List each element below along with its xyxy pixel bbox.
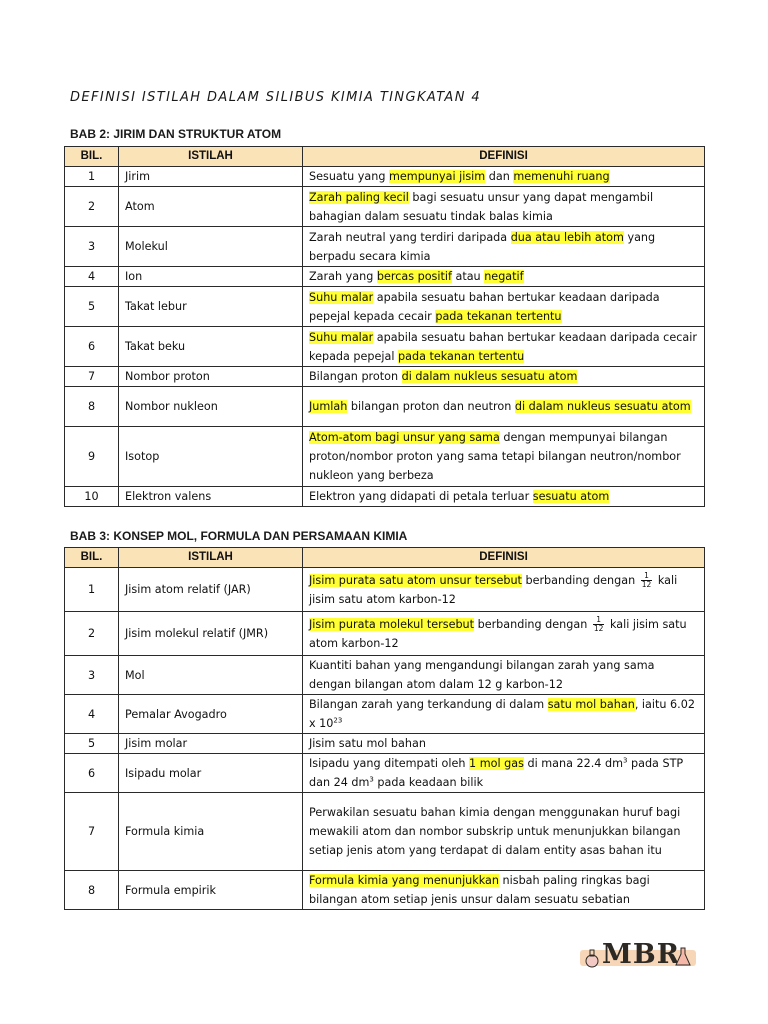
row-number: 10	[65, 487, 119, 507]
table-row	[65, 568, 705, 612]
row-number: 6	[65, 327, 119, 367]
definition-text: Zarah neutral yang terdiri daripada	[309, 230, 511, 244]
definition-cell	[303, 754, 705, 793]
superscript: 3	[622, 756, 628, 765]
erlenmeyer-flask-icon	[674, 946, 692, 968]
logo-text: MBR	[602, 939, 681, 970]
term-cell: Formula kimia	[119, 793, 303, 871]
highlighted-text: Suhu malar	[309, 330, 374, 344]
highlighted-text: negatif	[484, 270, 524, 283]
row-number: 2	[65, 187, 119, 227]
header-istilah: ISTILAH	[119, 548, 303, 568]
definitions-table-bab-2	[64, 146, 705, 507]
term-cell: Elektron valens	[119, 487, 303, 507]
superscript: 23	[333, 716, 343, 725]
term-cell: Takat lebur	[119, 287, 303, 327]
term-cell: Takat beku	[119, 327, 303, 367]
definition-text: dengan mempunyai bilangan proton/nombor proton yang sama tetapi bilangan neutron/nombor nukleon yang berbeza	[309, 431, 681, 482]
definition-cell	[303, 793, 705, 871]
table-row	[65, 287, 705, 327]
definition-cell	[303, 387, 705, 427]
fraction-denominator: 12	[593, 624, 604, 633]
term-cell: Isotop	[119, 427, 303, 487]
table-row	[65, 327, 705, 367]
table-row	[65, 734, 705, 754]
table-row	[65, 367, 705, 387]
definition-cell	[303, 427, 705, 487]
row-number: 1	[65, 568, 119, 612]
highlighted-text: sesuatu atom	[532, 490, 610, 503]
highlighted-text: bercas positif	[376, 270, 452, 283]
term-cell: Atom	[119, 187, 303, 227]
table-row	[65, 612, 705, 656]
term-cell: Molekul	[119, 227, 303, 267]
header-definisi: DEFINISI	[303, 548, 705, 568]
definition-text: Elektron yang didapati di petala terluar	[309, 490, 533, 503]
definitions-table-bab-3	[64, 547, 705, 910]
definition-cell	[303, 734, 705, 754]
table-header-row	[65, 548, 705, 568]
table-row	[65, 754, 705, 793]
definition-text: yang berpadu secara kimia	[309, 230, 656, 263]
definition-cell	[303, 267, 705, 287]
highlighted-text: di dalam nukleus sesuatu atom	[514, 400, 691, 413]
table-row	[65, 267, 705, 287]
table-row	[65, 427, 705, 487]
table-row	[65, 387, 705, 427]
table-row	[65, 793, 705, 871]
definition-text: Isipadu yang ditempati oleh	[309, 757, 470, 770]
definition-text: Perwakilan sesuatu bahan kimia dengan menggunakan huruf bagi mewakili atom dan nombor subskrip untuk menunjukkan bilangan setiap jenis atom yang terdapat di dalam entity asas bahan itu	[309, 806, 681, 857]
term-cell: Pemalar Avogadro	[119, 695, 303, 734]
row-number: 1	[65, 167, 119, 187]
highlighted-text: satu mol bahan	[547, 698, 635, 711]
definition-cell	[303, 187, 705, 227]
definition-cell	[303, 327, 705, 367]
definition-text: pada keadaan bilik	[373, 776, 484, 789]
term-cell: Jisim atom relatif (JAR)	[119, 568, 303, 612]
definition-text: bilangan proton dan neutron	[347, 400, 515, 413]
term-cell: Formula empirik	[119, 871, 303, 910]
definition-text: di mana 22.4 dm	[523, 757, 623, 770]
fraction-denominator: 12	[641, 580, 652, 589]
term-cell: Mol	[119, 656, 303, 695]
definition-text: dan	[485, 170, 514, 183]
row-number: 8	[65, 387, 119, 427]
mbr-logo	[578, 938, 698, 978]
definition-text: kali jisim satu atom karbon-12	[309, 617, 687, 650]
row-number: 7	[65, 367, 119, 387]
definition-cell	[303, 367, 705, 387]
highlighted-text: Atom-atom bagi unsur yang sama	[309, 431, 500, 444]
definition-text: apabila sesuatu bahan bertukar keadaan daripada pepejal kepada cecair	[309, 290, 660, 323]
definition-text: Kuantiti bahan yang mengandungi bilangan zarah yang sama dengan bilangan atom dalam 12 g karbon-12	[309, 659, 655, 691]
superscript: 3	[369, 775, 374, 784]
definition-text: Bilangan zarah yang terkandung di dalam	[309, 698, 548, 711]
definition-text: berbanding dengan	[521, 573, 639, 587]
definition-text: kali jisim satu atom karbon-12	[309, 573, 678, 606]
highlighted-text: Formula kimia yang menunjukkan	[309, 874, 499, 887]
highlighted-text: 1 mol gas	[469, 757, 524, 770]
header-bil: BIL.	[65, 147, 119, 167]
fraction-numerator: 1	[593, 616, 605, 625]
row-number: 2	[65, 612, 119, 656]
row-number: 9	[65, 427, 119, 487]
table-row	[65, 167, 705, 187]
document-title: DEFINISI ISTILAH DALAM SILIBUS KIMIA TINGKATAN 4	[70, 90, 482, 105]
definition-cell	[303, 695, 705, 734]
table-row	[65, 695, 705, 734]
header-istilah: ISTILAH	[119, 147, 303, 167]
definition-cell	[303, 612, 705, 656]
row-number: 5	[65, 287, 119, 327]
definition-text: , iaitu 6.02 x 10	[309, 698, 695, 730]
row-number: 3	[65, 656, 119, 695]
table-row	[65, 656, 705, 695]
row-number: 7	[65, 793, 119, 871]
highlighted-text: dua atau lebih atom	[510, 230, 624, 244]
definition-cell	[303, 568, 705, 612]
definition-text: Sesuatu yang	[309, 170, 390, 183]
definition-text: Zarah yang	[309, 270, 377, 283]
term-cell: Jisim molar	[119, 734, 303, 754]
highlighted-text: Jisim purata satu atom unsur tersebut	[309, 573, 522, 587]
term-cell: Nombor nukleon	[119, 387, 303, 427]
definition-text: nisbah paling ringkas bagi bilangan atom setiap jenis unsur dalam sesuatu sebatian	[309, 874, 650, 906]
header-definisi: DEFINISI	[303, 147, 705, 167]
row-number: 4	[65, 695, 119, 734]
flask-icon	[584, 948, 600, 968]
table-row	[65, 187, 705, 227]
highlighted-text: Zarah paling kecil	[309, 190, 409, 204]
highlighted-text: mempunyai jisim	[389, 170, 486, 183]
definition-text: apabila sesuatu bahan bertukar keadaan daripada cecair kepada pepejal	[309, 330, 697, 363]
table-row	[65, 227, 705, 267]
definition-text: berbanding dengan	[474, 617, 591, 631]
row-number: 5	[65, 734, 119, 754]
definition-cell	[303, 287, 705, 327]
highlighted-text: Suhu malar	[309, 290, 374, 304]
row-number: 4	[65, 267, 119, 287]
definition-cell	[303, 656, 705, 695]
term-cell: Ion	[119, 267, 303, 287]
term-cell: Jirim	[119, 167, 303, 187]
definition-text: bagi sesuatu unsur yang dapat mengambil bahagian dalam sesuatu tindak balas kimia	[309, 190, 654, 223]
highlighted-text: Jumlah	[309, 400, 348, 413]
row-number: 8	[65, 871, 119, 910]
section-title-bab-2: BAB 2: JIRIM DAN STRUKTUR ATOM	[70, 127, 282, 141]
definition-text: Jisim satu mol bahan	[309, 737, 426, 750]
highlighted-text: pada tekanan tertentu	[398, 349, 525, 363]
highlighted-text: Jisim purata molekul tersebut	[309, 617, 475, 631]
term-cell: Jisim molekul relatif (JMR)	[119, 612, 303, 656]
fraction	[593, 616, 605, 633]
definition-cell	[303, 487, 705, 507]
highlighted-text: memenuhi ruang	[513, 170, 610, 183]
table-row	[65, 871, 705, 910]
definition-text: Bilangan proton	[309, 370, 402, 383]
header-bil: BIL.	[65, 548, 119, 568]
definition-text: pada STP dan 24 dm	[309, 757, 684, 789]
table-row	[65, 487, 705, 507]
highlighted-text: pada tekanan tertentu	[435, 309, 562, 323]
definition-cell	[303, 167, 705, 187]
table-header-row	[65, 147, 705, 167]
fraction	[641, 572, 653, 589]
row-number: 6	[65, 754, 119, 793]
definition-cell	[303, 871, 705, 910]
definition-cell	[303, 227, 705, 267]
fraction-numerator: 1	[641, 572, 653, 581]
term-cell: Isipadu molar	[119, 754, 303, 793]
row-number: 3	[65, 227, 119, 267]
section-title-bab-3: BAB 3: KONSEP MOL, FORMULA DAN PERSAMAAN KIMIA	[70, 529, 408, 543]
highlighted-text: di dalam nukleus sesuatu atom	[401, 370, 578, 383]
definition-text: atau	[451, 270, 485, 283]
term-cell: Nombor proton	[119, 367, 303, 387]
